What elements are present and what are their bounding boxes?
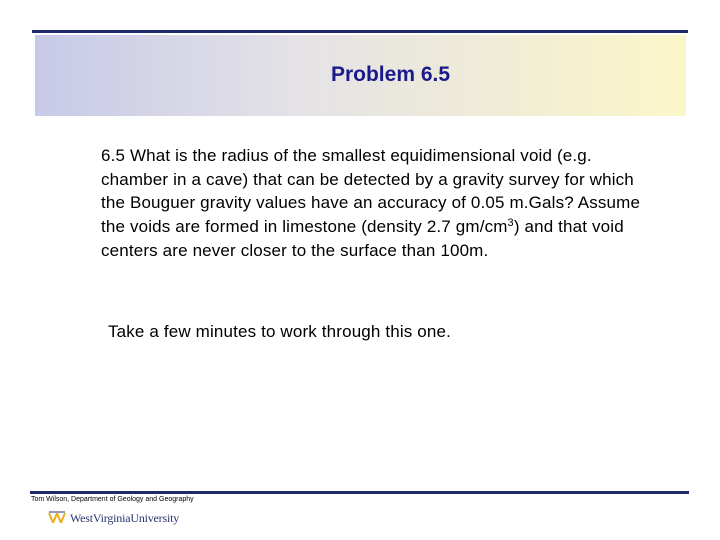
university-logo bbox=[48, 509, 179, 527]
problem-text-part-2: ) and that void centers are never closer to the surface than 100m. bbox=[101, 217, 624, 260]
wvu-flying-wv-logo-icon bbox=[48, 511, 66, 525]
problem-superscript: 3 bbox=[507, 217, 514, 230]
footer-credit: Tom Wilson, Department of Geology and Geography bbox=[31, 496, 194, 503]
title-top-rule bbox=[32, 30, 688, 33]
problem-statement bbox=[101, 144, 641, 263]
instruction-text: Take a few minutes to work through this one. bbox=[108, 322, 451, 341]
logo-text: WestVirginiaUniversity bbox=[70, 510, 180, 525]
footer-rule bbox=[30, 491, 689, 494]
problem-text-part-1: 6.5 What is the radius of the smallest equidimensional void (e.g. chamber in a cave) that can be detected by a gravity survey for which the Bouguer gravity values have an accuracy of 0.05 m.Gals? Assume the voids are formed in limestone (density 2.7 gm/cm bbox=[101, 146, 641, 237]
title-band bbox=[35, 35, 686, 116]
slide-title: Problem 6.5 bbox=[330, 63, 451, 86]
